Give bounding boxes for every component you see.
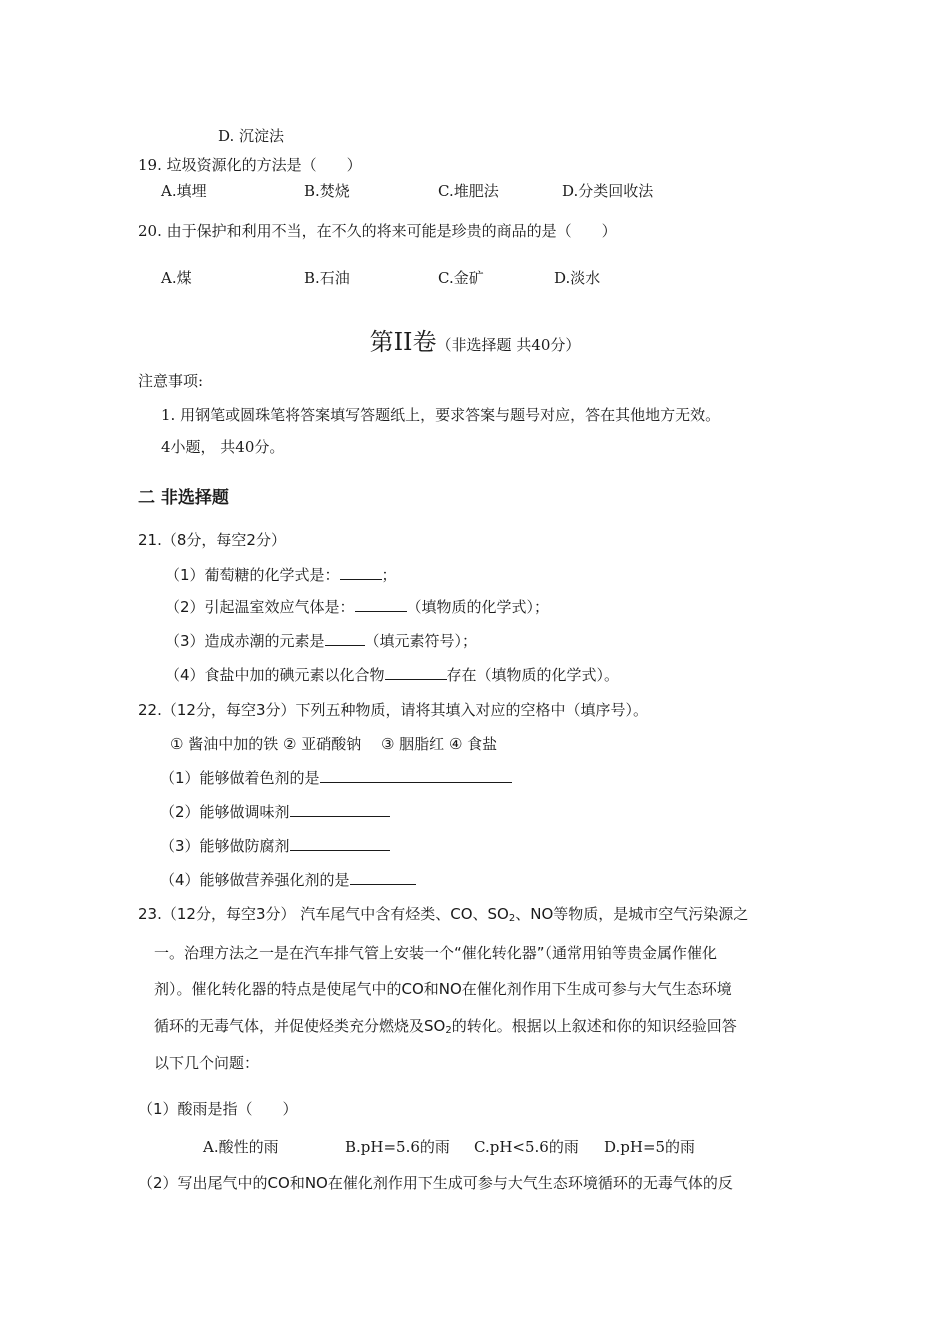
q22-stem: 22.（12分，每空3分）下列五种物质，请将其填入对应的空格中（填序号）。 [138, 701, 648, 719]
answer-blank[interactable] [325, 631, 365, 646]
q22-sub-1 [160, 768, 512, 788]
q23-option-b: B.pH=5.6的雨 [345, 1138, 450, 1156]
answer-blank[interactable] [385, 665, 447, 680]
q21-sub-4-text: （4）食盐中加的碘元素以化合物 [165, 666, 385, 684]
q23-line-2: 一。治理方法之一是在汽车排气管上安装一个“催化转化器”（通常用铂等贵金属作催化 [154, 944, 718, 962]
q23-line-5: 以下几个问题： [154, 1054, 260, 1072]
q23-line-4 [154, 1016, 737, 1036]
q20-option-d: D.淡水 [554, 269, 601, 287]
section-title [0, 322, 950, 357]
notes-item-1: 1. 用钢笔或圆珠笔将答案填写答题纸上，要求答案与题号对应，答在其他地方无效。 [161, 406, 721, 424]
q23-part-2: （2）写出尾气中的CO和NO在催化剂作用下生成可参与大气生态环境循环的无毒气体的反 [138, 1174, 733, 1192]
answer-blank[interactable] [340, 565, 382, 580]
q22-sub-2 [160, 802, 390, 822]
section-title-sub: （非选择题 共40分） [436, 336, 581, 354]
q21-sub-1-end: ； [381, 566, 397, 584]
q22-sub-3 [160, 836, 390, 856]
q23-line-1 [138, 904, 748, 924]
q21-sub-4 [165, 665, 619, 685]
q21-sub-3 [165, 631, 477, 651]
q23-option-c: C.pH<5.6的雨 [474, 1138, 579, 1156]
q21-sub-4-end: 存在（填物质的化学式）。 [446, 666, 620, 684]
q21-sub-2-end: （填物质的化学式）； [406, 598, 550, 616]
q23-line-1a: 23.（12分，每空3分） 汽车尾气中含有烃类、CO、SO [138, 905, 509, 923]
q21-sub-3-end: （填元素符号）； [364, 632, 478, 650]
subscript: 2 [445, 1025, 452, 1036]
q19-stem: 19. 垃圾资源化的方法是（ ） [138, 156, 362, 174]
section-title-main: 第II卷 [369, 328, 437, 356]
q22-sub-2-text: （2）能够做调味剂 [160, 803, 290, 821]
q19-option-d: D.分类回收法 [562, 182, 654, 200]
q22-sub-3-text: （3）能够做防腐剂 [160, 837, 290, 855]
q22-sub-1-text: （1）能够做着色剂的是 [160, 769, 320, 787]
answer-blank[interactable] [355, 597, 407, 612]
q20-option-c: C.金矿 [438, 269, 484, 287]
q23-line-1b: 、NO等物质，是城市空气污染源之 [515, 905, 749, 923]
q19-option-b: B.焚烧 [304, 182, 350, 200]
answer-blank[interactable] [350, 870, 416, 885]
q19-option-c: C.堆肥法 [438, 182, 499, 200]
q23-line-4b: 的转化。根据以上叙述和你的知识经验回答 [451, 1017, 737, 1035]
q22-items: ① 酱油中加的铁 ② 亚硝酸钠 ③ 胭脂红 ④ 食盐 [170, 735, 498, 753]
notes-header: 注意事项: [138, 372, 204, 390]
q19-option-a: A.填埋 [161, 182, 207, 200]
answer-blank[interactable] [290, 836, 390, 851]
answer-blank[interactable] [290, 802, 390, 817]
q21-stem: 21.（8分，每空2分） [138, 531, 286, 549]
q21-sub-2-text: （2）引起温室效应气体是： [165, 598, 355, 616]
notes-item-2: 4小题， 共40分。 [161, 438, 285, 456]
answer-blank[interactable] [320, 768, 512, 783]
subscript: 2 [508, 913, 516, 924]
q20-stem: 20. 由于保护和利用不当，在不久的将来可能是珍贵的商品的是（ ） [138, 222, 617, 240]
q23-part-1: （1）酸雨是指（ ） [138, 1100, 298, 1118]
q21-sub-3-text: （3）造成赤潮的元素是 [165, 632, 325, 650]
q18-option-d: D. 沉淀法 [218, 127, 285, 145]
q22-sub-4-text: （4）能够做营养强化剂的是 [160, 871, 350, 889]
q21-sub-1-text: （1）葡萄糖的化学式是： [165, 566, 340, 584]
part-heading: 二 非选择题 [138, 488, 229, 508]
q23-line-3: 剂）。催化转化器的特点是使尾气中的CO和NO在催化剂作用下生成可参与大气生态环境 [154, 980, 732, 998]
q21-sub-2 [165, 597, 549, 617]
q23-line-4a: 循环的无毒气体，并促使烃类充分燃烧及SO [154, 1017, 446, 1035]
q20-option-b: B.石油 [304, 269, 350, 287]
q20-option-a: A.煤 [161, 269, 192, 287]
q21-sub-1 [165, 565, 397, 585]
q22-sub-4 [160, 870, 416, 890]
q23-option-a: A.酸性的雨 [203, 1138, 279, 1156]
q23-option-d: D.pH=5的雨 [604, 1138, 696, 1156]
